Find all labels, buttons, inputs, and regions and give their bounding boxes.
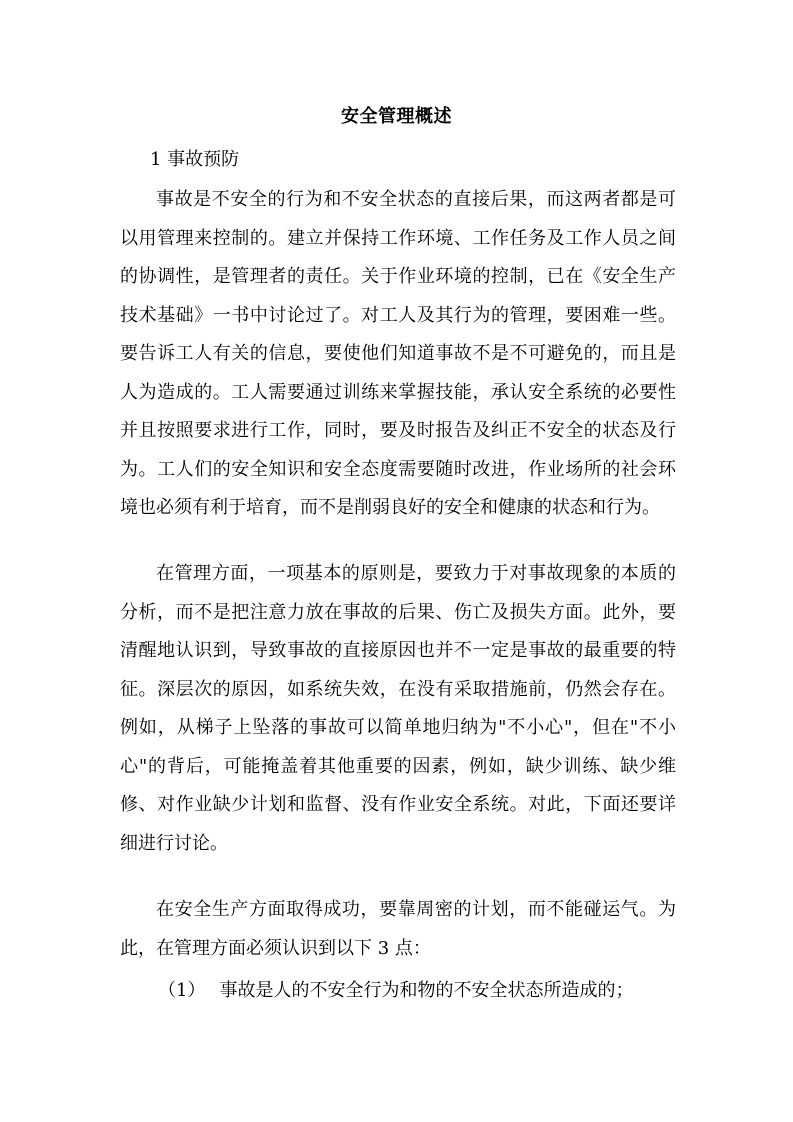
- list-item: [158, 972, 633, 1011]
- document-title: 安全管理概述: [341, 106, 452, 127]
- paragraph-accident-causes: 事故是不安全的行为和不安全状态的直接后果，而这两者都是可以用管理来控制的。建立并保持工作环境、工作任务及工作人员之间的协调性，是管理者的责任。关于作业环境的控制，已在《安全生产技术基础》一书中讨论过了。对工人及其行为的管理，要困难一些。要告诉工人有关的信息，要使他们知道事故不是不可避免的，而且是人为造成的。工人需要通过训练来掌握技能，承认安全系统的必要性并且按照要求进行工作，同时，要及时报告及纠正不安全的状态及行为。工人们的安全知识和安全态度需要随时改进，作业场所的社会环境也必须有利于培育，而不是削弱良好的安全和健康的状态和行为。: [120, 189, 676, 518]
- list-item-number: （1）: [158, 980, 206, 1001]
- paragraph-management-principles: 在管理方面，一项基本的原则是，要致力于对事故现象的本质的分析，而不是把注意力放在事故的后果、伤亡及损失方面。此外，要清醒地认识到，导致事故的直接原因也并不一定是事故的最重要的特征。深层次的原因，如系统失效，在没有采取措施前，仍然会存在。例如，从梯子上坠落的事故可以简单地归纳为"不小心"，但在"不小心"的背后，可能掩盖着其他重要的因素，例如，缺少训练、缺少维修、对作业缺少计划和监督、没有作业安全系统。对此，下面还要详细进行讨论。: [120, 563, 676, 854]
- section-heading: 1 事故预防: [150, 149, 240, 170]
- list-item-text: 事故是人的不安全行为和物的不安全状态所造成的；: [219, 980, 634, 1001]
- paragraph-planning: 在安全生产方面取得成功，要靠周密的计划，而不能碰运气。为此，在管理方面必须认识到以下 3 点：: [120, 899, 676, 959]
